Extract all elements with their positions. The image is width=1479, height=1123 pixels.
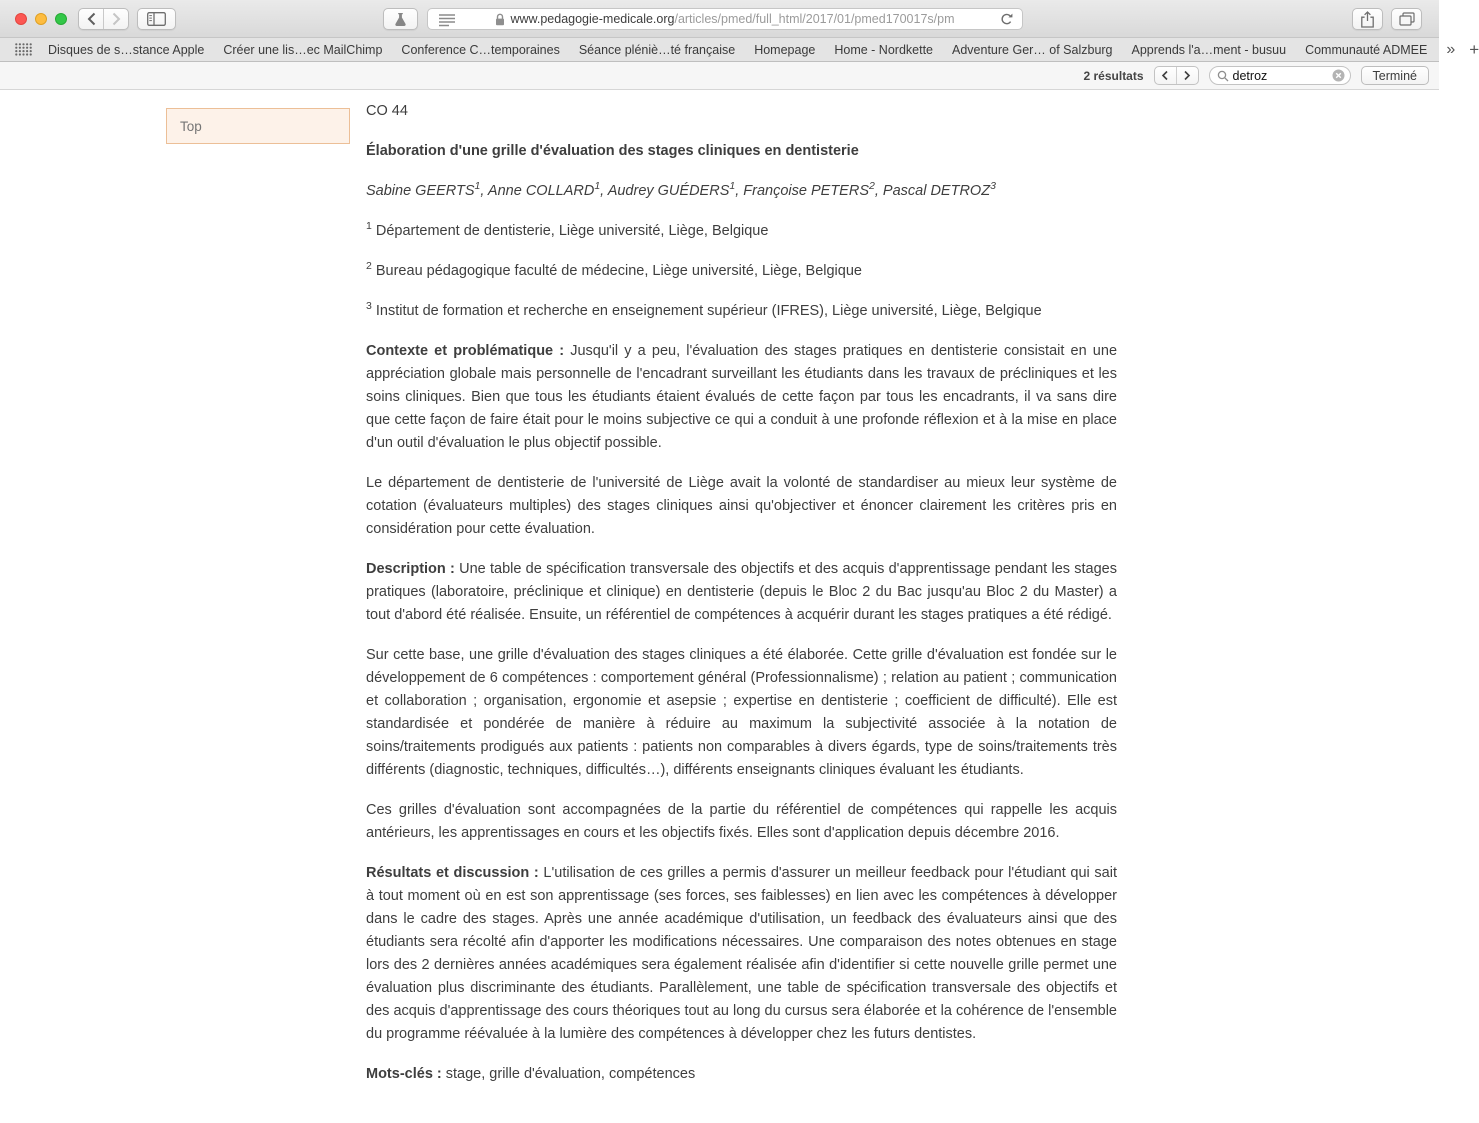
affiliation: $^3$ Institut de formation et recherche en enseignement supérieur (IFRES), Liège université, Liège, Belgique	[366, 300, 1042, 319]
find-next-button[interactable]	[1176, 67, 1198, 84]
paragraph-text: Le département de dentisterie de l'université de Liège avait la volonté de standardiser au mieux leur système de cotation (évaluateurs multiples) des stages cliniques ainsi qu'objectiver et énoncer clairement les critères pris en considération pour cette évaluation.	[366, 475, 1117, 537]
author: Pascal DETROZ$^3$	[882, 180, 996, 199]
grid-icon	[15, 43, 32, 56]
paragraph-text: Jusqu'il y a peu, l'évaluation des stages pratiques en dentisterie consistait en une appréciation globale mais personnelle de l'encadrant surveillant les étudiants dans les travaux de précliniques et les soins cliniques. Bien que tous les étudiants étaient évalués de cette façon par tous les encadrants, il va sans dire que cette façon de faire était pour le moins subjective ce qui a conduit à une profonde réflexion et à la mise en place d'un outil d'évaluation le plus objectif possible.	[366, 343, 1118, 451]
forward-chevron-icon	[112, 12, 121, 26]
url-path: /articles/pmed/full_html/2017/01/pmed170017s/pm	[674, 12, 955, 26]
affiliation: $^1$ Département de dentisterie, Liège université, Liège, Belgique	[366, 220, 769, 239]
bookmarks-overflow-button[interactable]: »	[1446, 40, 1456, 58]
author-superscript: 2	[869, 180, 875, 193]
author-superscript: 3	[990, 180, 996, 193]
reader-lines-icon	[439, 14, 456, 27]
bookmark-item[interactable]: Apprends l'a…ment - busuu	[1131, 42, 1287, 57]
favorites-bar	[0, 38, 1479, 62]
forward-button[interactable]	[103, 9, 128, 29]
find-bar	[0, 62, 1439, 90]
url-text	[495, 12, 954, 26]
back-chevron-icon	[87, 12, 96, 26]
article-paragraph	[366, 340, 1117, 455]
bookmark-item[interactable]: Communauté ADMEE	[1305, 42, 1428, 57]
bookmark-item[interactable]: Conference C…temporaines	[401, 42, 560, 57]
reader-button[interactable]	[439, 14, 456, 32]
window-controls	[15, 13, 67, 25]
back-button[interactable]	[79, 9, 103, 29]
chevron-right-icon	[1183, 70, 1191, 81]
article-paragraph	[366, 472, 1117, 541]
sidebar-icon	[147, 12, 166, 26]
sidebar-toggle-button[interactable]	[137, 8, 176, 30]
author-superscript: 1	[594, 180, 601, 193]
extension-button[interactable]	[383, 8, 418, 30]
affiliation-superscript: 2	[366, 260, 372, 273]
paragraph-text: L'utilisation de ces grilles a permis d'assurer un meilleur feedback pour l'étudiant qui sait à tout moment où en est son apprentissage (ses forces, ses faiblesses) en lien avec les compétences à développer dans le cadre des stages. Après une année académique d'utilisation, un feedback des évaluateurs ainsi que des étudiants sera récolté afin d'apporter les modifications nécessaires. Une comparaison des notes obtenues en stage lors des 2 dernières années académiques sera également réalisée afin d'identifier si cette nouvelle grille permet une évaluation plus discriminante des étudiants. Parallèlement, une table de spécification transversale des objectifs et des acquis d'apprentissage des cours théoriques tout au long du cursus sera élaborée et la cohérence de l'ensemble du programme réévaluée à la lumière des compétences à développer chez les futurs dentistes.	[366, 865, 1117, 1042]
article-paragraph	[366, 862, 1117, 1046]
paragraph-text: Une table de spécification transversale des objectifs et des acquis d'apprentissage pendant les stages pratiques (laboratoire, préclinique et clinique) en dentisterie (depuis le Bloc 2 du Bac jusqu'au Bloc 2 du Master) a tout d'abord été réalisée. Ensuite, un référentiel de compétences à acquérir durant les stages pratiques a été rédigé.	[366, 561, 1117, 623]
author: Audrey GUÉDERS$^1$,	[607, 180, 744, 199]
find-query-input[interactable]	[1229, 69, 1332, 83]
article-paragraph	[366, 644, 1117, 782]
author: Françoise PETERS$^2$,	[743, 180, 883, 199]
lock-icon	[495, 13, 505, 26]
bookmark-item[interactable]: Adventure Ger… of Salzburg	[952, 42, 1113, 57]
article	[366, 90, 1117, 1086]
paragraph-text: Ces grilles d'évaluation sont accompagnées de la partie du référentiel de compétences qui rappelle les acquis antérieurs, les apprentissages en cours et les objectifs fixés. Elles sont d'application depuis décembre 2016.	[366, 802, 1117, 841]
clear-search-icon[interactable]	[1332, 69, 1345, 82]
bookmark-item[interactable]: Créer une lis…ec MailChimp	[223, 42, 383, 57]
share-icon	[1360, 11, 1375, 28]
affiliation-superscript: 1	[366, 220, 372, 233]
close-window-button[interactable]	[15, 13, 27, 25]
paragraph-text: Sur cette base, une grille d'évaluation des stages cliniques a été élaborée. Cette grille d'évaluation est fondée sur le développement de 6 compétences : comportement général (Professionnalisme) ; relation au patient ; communication et collaboration ; organisation, ergonomie et asepsie ; expertise en dentisterie ; coefficient de difficulté). Elle est standardisée et pondérée de manière à réduire au maximum la subjectivité associée à la notation de soins/traitements prodigués aux patients : patients non comparables à divers égards, type de soins/traitements très différents (diagnostic, techniques, difficultés…), différents enseignants cliniques évaluant les étudiants.	[366, 647, 1117, 778]
article-code: CO 44	[366, 103, 408, 119]
bookmark-item[interactable]: Homepage	[754, 42, 816, 57]
author-superscript: 1	[729, 180, 736, 193]
address-bar[interactable]	[427, 8, 1023, 30]
paragraph-lead: Résultats et discussion :	[366, 865, 539, 881]
history-nav-group	[78, 8, 129, 30]
url-domain: www.pedagogie-medicale.org	[510, 12, 675, 26]
find-results-count: 2 résultats	[1083, 68, 1144, 83]
tabs-overview-icon	[1399, 12, 1415, 26]
author: Sabine GEERTS$^1$,	[366, 180, 488, 199]
paragraph-lead: Mots-clés :	[366, 1066, 442, 1082]
flask-icon	[394, 12, 407, 27]
find-previous-button[interactable]	[1155, 67, 1176, 84]
web-page	[0, 90, 1439, 1123]
article-title: Élaboration d'une grille d'évaluation des stages cliniques en dentisterie	[366, 143, 859, 159]
share-button[interactable]	[1352, 8, 1383, 30]
reload-button[interactable]	[1000, 13, 1013, 31]
article-paragraph	[366, 558, 1117, 627]
toc-top-link[interactable]	[166, 108, 350, 144]
find-nav-group	[1154, 66, 1199, 85]
browser-toolbar	[0, 0, 1439, 38]
bookmark-item[interactable]: Home - Nordkette	[834, 42, 934, 57]
article-paragraph	[366, 1063, 1117, 1086]
toc-top-label: Top	[180, 118, 202, 134]
author-list	[366, 180, 1117, 203]
author-superscript: 1	[474, 180, 481, 193]
affiliation-superscript: 3	[366, 300, 372, 313]
find-search-field[interactable]	[1209, 66, 1351, 85]
add-bookmark-button[interactable]: +	[1469, 40, 1479, 59]
article-paragraph	[366, 799, 1117, 845]
show-all-tabs-button[interactable]	[1391, 8, 1422, 30]
author: Anne COLLARD$^1$,	[487, 180, 608, 199]
reload-icon	[1000, 13, 1013, 26]
zoom-window-button[interactable]	[55, 13, 67, 25]
chevron-left-icon	[1161, 70, 1169, 81]
minimize-window-button[interactable]	[35, 13, 47, 25]
search-icon	[1217, 70, 1229, 82]
bookmark-item[interactable]: Séance pléniè…té française	[578, 42, 736, 57]
paragraph-lead: Description :	[366, 561, 455, 577]
affiliation: $^2$ Bureau pédagogique faculté de médecine, Liège université, Liège, Belgique	[366, 260, 862, 279]
frequently-visited-button[interactable]	[15, 43, 32, 56]
find-done-button[interactable]: Terminé	[1361, 66, 1429, 85]
paragraph-text: stage, grille d'évaluation, compétences	[441, 1066, 696, 1082]
paragraph-lead: Contexte et problématique :	[366, 343, 565, 359]
bookmark-item[interactable]: Disques de s…stance Apple	[48, 42, 205, 57]
